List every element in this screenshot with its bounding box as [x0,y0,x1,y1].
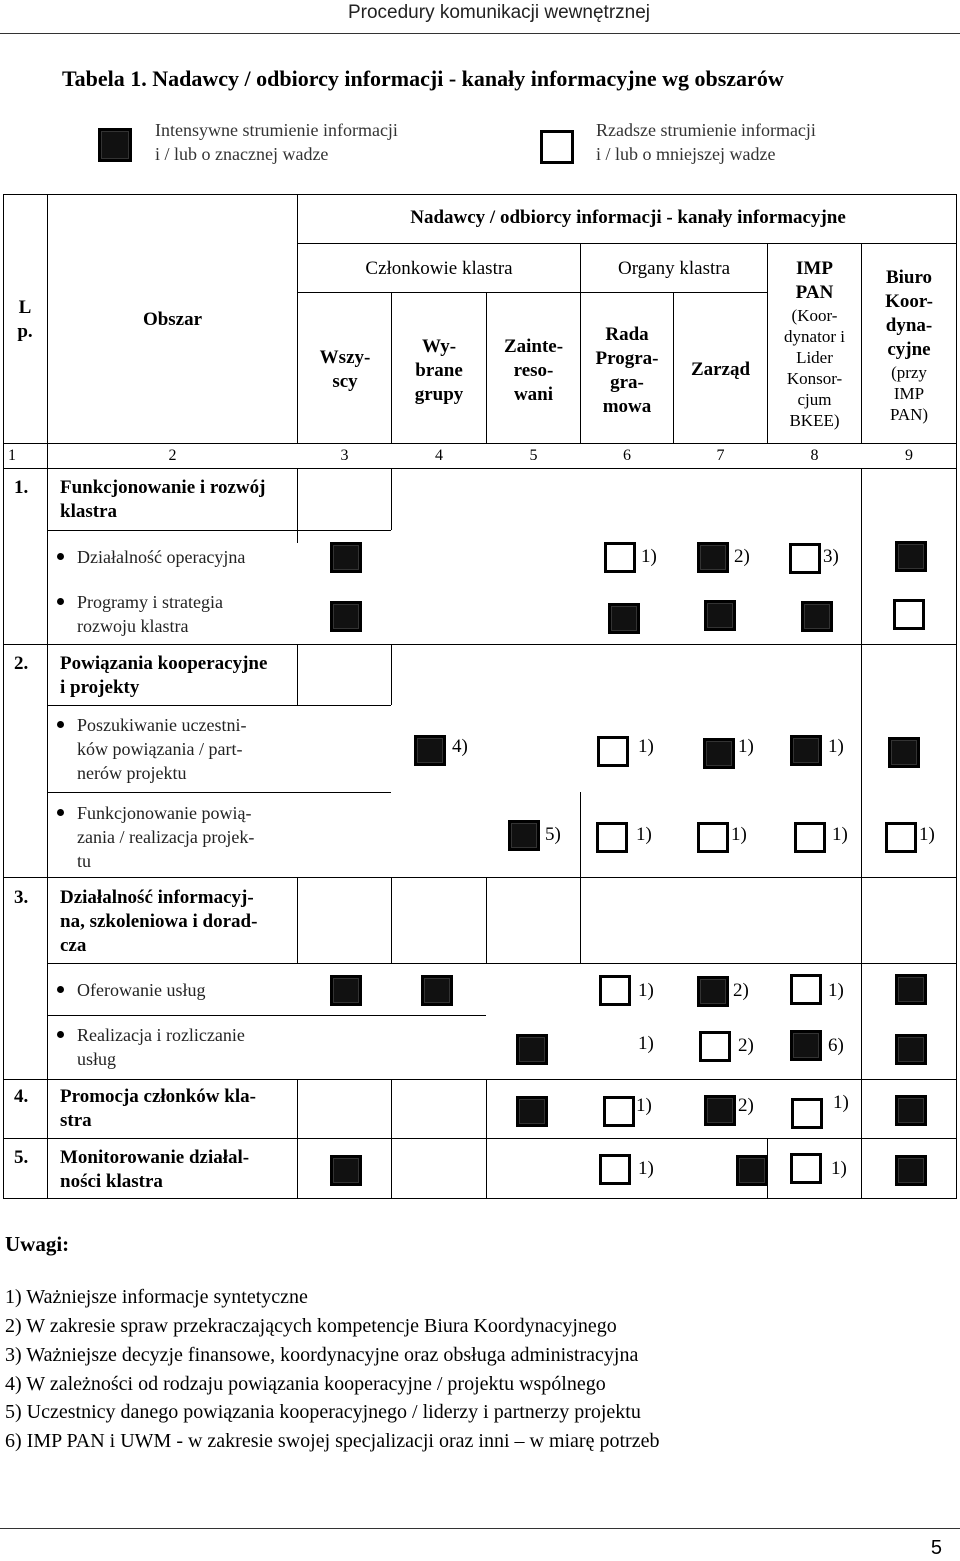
imp-l5: Lider [796,348,833,367]
filled-square-icon [703,738,735,769]
notes-label: Uwagi: [5,1232,70,1256]
col-lp-line1: L [18,297,32,318]
filled-square-icon [330,542,362,573]
section-1-number: 1. [14,477,29,498]
filled-square-icon [736,1155,768,1186]
legend-filled-square-icon [98,128,132,162]
biuro-header [862,266,956,425]
filled-square-icon [697,976,729,1007]
col-num-2: 2 [168,447,177,464]
note-2: 2) W zakresie spraw przekraczających kompetencje Biura Koordynacyjnego [5,1315,617,1337]
rada-l1: Rada [605,324,649,345]
bullet-icon [57,809,64,816]
item-programy [77,590,223,638]
col-num-5: 5 [529,447,538,464]
col-num-6: 6 [623,447,631,464]
i2-l2: rozwoju klastra [77,616,189,636]
item-oferowanie: Oferowanie usług [77,980,206,1000]
mark-label: 3) [823,546,839,567]
zainteresowani-header [488,335,579,407]
filled-square-icon [895,1095,927,1126]
mark-label: 2) [738,1095,754,1116]
filled-square-icon [414,735,446,766]
empty-square-icon [893,599,925,630]
wybrane-l2: brane [415,360,463,381]
i6-l1: Realizacja i rozliczanie [77,1025,245,1045]
filled-square-icon [895,1034,927,1065]
filled-square-icon [330,975,362,1006]
col-num-9: 9 [905,447,913,464]
note-5: 5) Uczestnicy danego powiązania kooperacyjnego / liderzy i partnerzy projektu [5,1401,641,1423]
mark-label: 5) [545,824,561,845]
empty-square-icon [599,1154,631,1185]
empty-square-icon [697,822,729,853]
filled-square-icon [790,735,822,766]
legend-empty-line1: Rzadsze strumienie informacji [596,120,816,140]
wszyscy-l1: Wszy- [319,347,371,368]
organy-header: Organy klastra [617,258,731,279]
zaint-l1: Zainte- [503,336,564,357]
mark-label: 1) [638,1033,654,1054]
filled-square-icon [790,1030,822,1061]
filled-square-icon [801,601,833,632]
biuro-l5: (przy [891,363,927,382]
mark-label: 1) [831,1158,847,1179]
mark-label: 2) [733,980,749,1001]
header-rule [0,33,960,34]
mark-label: 1) [636,1095,652,1116]
i3-l3: nerów projektu [77,763,187,783]
filled-square-icon [516,1096,548,1127]
biuro-l2: Koor- [885,291,933,312]
s2-l2: i projekty [60,677,140,698]
page-number: 5 [930,1537,942,1559]
imp-header [769,257,860,431]
empty-square-icon [791,1098,823,1129]
mark-label: 1) [832,824,848,845]
i6-l2: usług [77,1049,117,1069]
rada-l4: mowa [602,396,652,417]
s3-l2: na, szkoleniowa i dorad- [60,911,258,932]
col-lp-line2: p. [17,321,33,342]
empty-square-icon [603,1096,635,1127]
wybrane-l3: grupy [414,384,464,405]
col-num-7: 7 [716,447,725,464]
empty-square-icon [794,822,826,853]
imp-l6: Konsor- [786,369,843,388]
s3-l1: Działalność informacyj- [60,887,254,908]
page-header-title: Procedury komunikacji wewnętrznej [347,2,650,23]
section-5-title [60,1146,249,1194]
biuro-l4: cyjne [887,339,931,360]
biuro-l1: Biuro [885,267,933,288]
note-1: 1) Ważniejsze informacje syntetyczne [5,1286,308,1308]
col-num-1: 1 [8,447,16,464]
section-3-number: 3. [14,887,29,908]
s1-l1: Funkcjonowanie i rozwój [60,477,266,498]
filled-square-icon [895,1155,927,1186]
group-header: Nadawcy / odbiorcy informacji - kanały informacyjne [410,207,846,228]
item-realizacja [77,1023,245,1071]
imp-l8: BKEE) [789,411,840,430]
filled-square-icon [608,603,640,634]
mark-label: 1) [833,1092,849,1113]
legend-filled-label [155,118,398,166]
section-3-title [60,886,257,958]
section-2-number: 2. [14,653,29,674]
filled-square-icon [697,542,729,573]
s3-l3: cza [60,935,87,956]
item-dzialalnosc-operacyjna: Działalność operacyjna [77,547,246,567]
empty-square-icon [604,542,636,573]
note-3: 3) Ważniejsze decyzje finansowe, koordynacyjne oraz obsługa administracyjna [5,1344,639,1366]
mark-label: 1) [641,546,657,567]
empty-square-icon [699,1031,731,1062]
s5-l2: ności klastra [60,1171,163,1192]
imp-l4: dynator i [784,327,845,346]
mark-label: 1) [828,980,844,1001]
mark-label: 4) [452,736,468,757]
i3-l1: Poszukiwanie uczestni- [77,715,247,735]
bullet-icon [57,598,64,605]
filled-square-icon [895,974,927,1005]
col-num-4: 4 [435,447,443,464]
biuro-l7: PAN) [889,405,929,424]
empty-square-icon [599,975,631,1006]
empty-square-icon [790,974,822,1005]
mark-label: 1) [919,824,935,845]
legend-filled-line2: i / lub o znacznej wadze [155,144,329,164]
empty-square-icon [789,543,821,574]
table-title: Tabela 1. Nadawcy / odbiorcy informacji - kanały informacyjne wg obszarów [62,66,784,91]
bullet-icon [57,986,64,993]
zarzad-header: Zarząd [690,359,751,380]
filled-square-icon [888,737,920,768]
rada-l2: Progra- [595,348,659,369]
mark-label: 1) [828,736,844,757]
empty-square-icon [885,822,917,853]
item-poszukiwanie [77,713,246,785]
i2-l1: Programy i strategia [77,592,223,612]
mark-label: 2) [734,546,750,567]
bullet-icon [57,721,64,728]
zaint-l3: wani [513,384,554,405]
section-5-number: 5. [14,1147,29,1168]
filled-square-icon [704,600,736,631]
section-1-title [60,476,265,524]
filled-square-icon [895,541,927,572]
wybrane-header [393,335,485,407]
legend-empty-square-icon [540,130,574,164]
bullet-icon [57,1031,64,1038]
wszyscy-l2: scy [332,371,358,392]
imp-l7: cjum [797,390,832,409]
wszyscy-header [300,346,390,394]
i3-l2: ków powiązania / part- [77,739,243,759]
imp-l2: PAN [795,282,834,303]
rada-header [582,323,672,419]
biuro-l3: dyna- [885,315,933,336]
mark-label: 1) [738,736,754,757]
i4-l1: Funkcjonowanie powią- [77,803,252,823]
imp-l1: IMP [796,258,833,279]
legend-empty-label [596,118,816,166]
filled-square-icon [421,975,453,1006]
s4-l2: stra [60,1110,92,1131]
wybrane-l1: Wy- [421,336,457,357]
legend-empty-line2: i / lub o mniejszej wadze [596,144,776,164]
mark-label: 1) [638,980,654,1001]
empty-square-icon [790,1153,822,1184]
imp-l3: (Koor- [791,306,838,325]
footer-rule [0,1528,960,1529]
mark-label: 1) [638,1158,654,1179]
filled-square-icon [330,601,362,632]
mark-label: 6) [828,1035,844,1056]
col-num-3: 3 [340,447,349,464]
section-4-title [60,1085,256,1133]
note-4: 4) W zależności od rodzaju powiązania kooperacyjne / projektu wspólnego [5,1373,606,1395]
legend-filled-line1: Intensywne strumienie informacji [155,120,398,140]
biuro-l6: IMP [893,384,925,403]
mark-label: 1) [636,824,652,845]
note-6: 6) IMP PAN i UWM - w zakresie swojej specjalizacji oraz inni – w miarę potrzeb [5,1430,660,1452]
i4-l3: tu [77,851,92,871]
filled-square-icon [330,1155,362,1186]
filled-square-icon [704,1095,736,1126]
mark-label: 1) [731,824,747,845]
s5-l1: Monitorowanie działal- [60,1147,250,1168]
empty-square-icon [596,822,628,853]
filled-square-icon [508,820,540,851]
s2-l1: Powiązania kooperacyjne [60,653,268,674]
section-2-title [60,652,267,700]
col-lp-header [10,296,40,344]
i4-l2: zania / realizacja projek- [77,827,255,847]
col-num-8: 8 [810,447,819,464]
item-funkcjonowanie [77,801,254,873]
section-4-number: 4. [14,1086,29,1107]
mark-label: 1) [638,736,654,757]
zaint-l2: reso- [513,360,554,381]
czlonkowie-header: Członkowie klastra [365,258,513,279]
empty-square-icon [597,736,629,767]
filled-square-icon [516,1034,548,1065]
s1-l2: klastra [60,501,117,522]
rada-l3: gra- [610,372,644,393]
mark-label: 2) [738,1035,754,1056]
s4-l1: Promocja członków kla- [60,1086,256,1107]
col-obszar-header: Obszar [142,309,203,330]
bullet-icon [57,553,64,560]
